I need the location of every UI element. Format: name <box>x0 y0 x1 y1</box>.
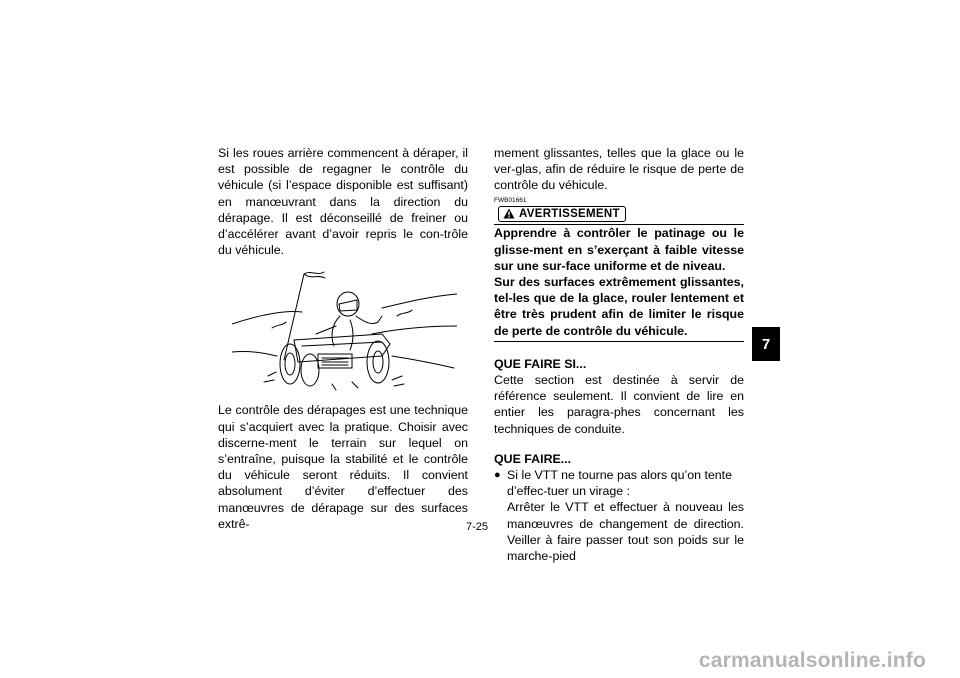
section-title-que-faire-si: QUE FAIRE SI... <box>494 356 587 371</box>
continued-paragraph: mement glissantes, telles que la glace ou le ver-glas, afin de réduire le risque de perte de contrôle du véhicule. <box>494 146 744 193</box>
warning-triangle-icon <box>503 208 515 219</box>
list-item <box>494 467 744 564</box>
page-number: 7-25 <box>466 521 489 533</box>
warning-label: AVERTISSEMENT <box>519 207 620 220</box>
warning-badge <box>498 206 626 222</box>
watermark[interactable]: carmanualsonline.info <box>698 649 926 672</box>
section-intro-text: Cette section est destinée à servir de référence seulement. Il convient de lire en entier les paragra-phes concernant les techniques de conduite. <box>494 372 744 436</box>
warning-text-1: Apprendre à contrôler le patinage ou le glisse-ment en s’exerçant à faible vitesse sur une sur-face uniforme et de niveau. <box>494 226 744 273</box>
warning-bottom-rule <box>494 341 744 342</box>
right-column <box>494 145 744 564</box>
skid-recovery-paragraph: Si les roues arrière commencent à déraper, il est possible de regagner le contrôle du véhicule (si l’espace disponible est suffisant) en manœuvrant dans la direction du dérapage. Il est déconseillé de freiner ou d’accélérer avant d’avoir repris le con-trôle du véhicule. <box>218 146 468 258</box>
skid-practice-paragraph: Le contrôle des dérapages est une technique qui s’acquiert avec la pratique. Choisir avec discerne-ment le terrain sur lequel on s’entraîne, puisque la stabilité et le contrôle du véhicule seront réduits. Il convient absolument d’éviter d’effectuer des manœuvres de dérapage sur des surfaces extrê- <box>218 403 468 531</box>
chapter-tab: 7 <box>752 327 780 361</box>
warning-header <box>494 205 744 224</box>
atv-skid-illustration <box>232 264 457 392</box>
bullet-icon: ● <box>494 468 501 481</box>
warning-text-2: Sur des surfaces extrêmement glissantes, tel-les que de la glace, rouler lentement et être très prudent afin de limiter le risque de perte de contrôle du véhicule. <box>494 274 744 338</box>
warning-code: FWB01661 <box>494 196 527 204</box>
bullet-subtext: Arrêter le VTT et effectuer à nouveau les manœuvres de changement de direction. Veiller à faire passer tout son poids sur le marche-pied <box>507 500 744 563</box>
bullet-text: Si le VTT ne tourne pas alors qu’on tente d’effec-tuer un virage : <box>507 467 733 499</box>
left-column <box>218 145 468 532</box>
section-title-que-faire: QUE FAIRE... <box>494 451 572 466</box>
